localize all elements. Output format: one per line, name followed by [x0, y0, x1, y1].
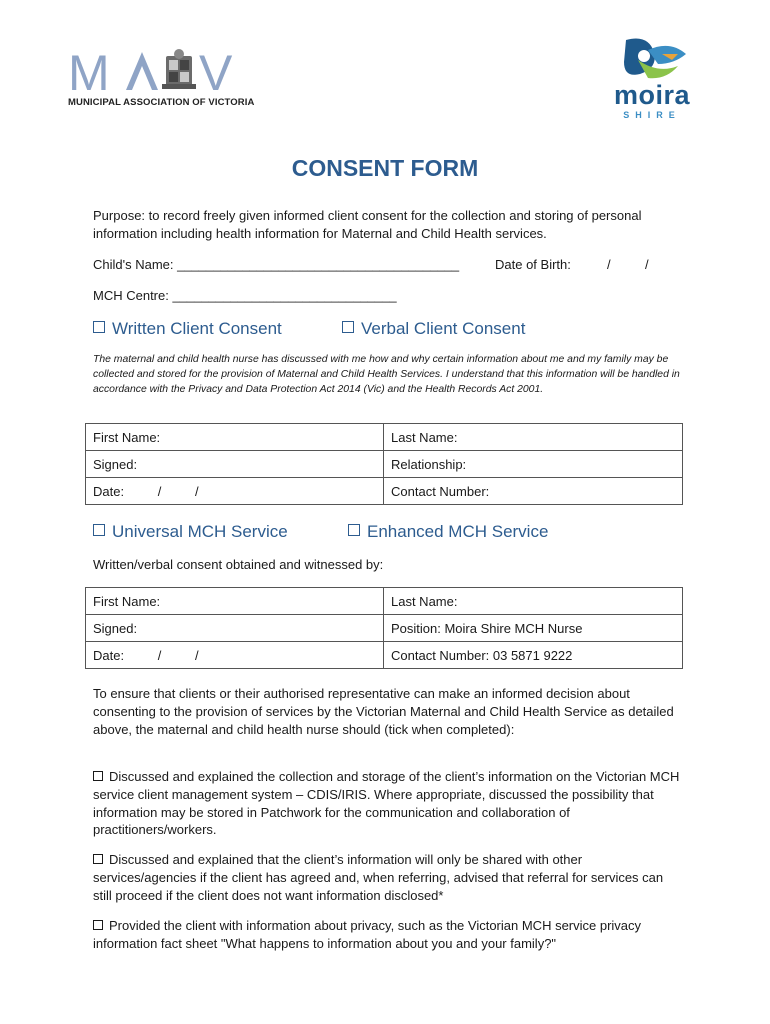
mav-caption: MUNICIPAL ASSOCIATION OF VICTORIA [68, 97, 255, 108]
client-relationship-cell[interactable]: Relationship: [384, 451, 683, 478]
client-date-label: Date: [93, 483, 125, 499]
moira-wordmark: moira [613, 80, 691, 110]
mch-centre-field[interactable]: MCH Centre: _______________________________ [93, 288, 397, 303]
date-slash: / [157, 647, 162, 663]
svg-text:V: V [199, 45, 233, 101]
checkbox-icon[interactable] [93, 854, 103, 864]
client-details-table [85, 423, 683, 505]
checklist-text: Discussed and explained that the client’s information will only be shared with other services/agencies if the client has agreed and, when referring, advised that referral for services can still proceed if the client does not want information disclosed* [93, 852, 664, 903]
verbal-consent-option[interactable] [342, 319, 525, 339]
nurse-last-name-cell[interactable]: Last Name: [384, 588, 683, 615]
checklist-item[interactable] [93, 768, 683, 839]
checkbox-icon[interactable] [93, 771, 103, 781]
dob-label: Date of Birth: [495, 257, 571, 272]
written-consent-label: Written Client Consent [112, 319, 282, 338]
client-first-name-cell[interactable]: First Name: [86, 424, 384, 451]
checkbox-icon[interactable] [342, 321, 354, 333]
checklist-text: Discussed and explained the collection and storage of the client’s information on the Victorian MCH service client management system – CDIS/IRIS. Where appropriate, discussed the possibility that information may be stored in Patchwork for the communication and collaboration of practitioners/workers. [93, 769, 680, 838]
checkbox-icon[interactable] [93, 524, 105, 536]
dob-slash: / [607, 257, 611, 272]
enhanced-service-option[interactable] [348, 522, 548, 542]
checklist-item[interactable] [93, 851, 683, 904]
nurse-date-cell[interactable] [86, 642, 384, 669]
universal-service-label: Universal MCH Service [112, 522, 288, 541]
table-row [86, 642, 683, 669]
nurse-contact-cell: Contact Number: 03 5871 9222 [384, 642, 683, 669]
nurse-first-name-cell[interactable]: First Name: [86, 588, 384, 615]
table-row [86, 451, 683, 478]
dob-slash: / [645, 257, 649, 272]
universal-service-option[interactable] [93, 522, 288, 542]
date-slash: / [157, 483, 162, 499]
page-title: CONSENT FORM [291, 155, 479, 181]
table-row [86, 615, 683, 642]
intro-paragraph: To ensure that clients or their authorised representative can make an informed decision about consenting to the provision of services by the Victorian Maternal and Child Health Service as detailed above, the maternal and child health nurse should (tick when completed): [93, 686, 674, 737]
date-slash: / [194, 647, 199, 663]
date-slash: / [194, 483, 199, 499]
witness-label: Written/verbal consent obtained and witnessed by: [93, 557, 384, 572]
nurse-signed-cell[interactable]: Signed: [86, 615, 384, 642]
checkbox-icon[interactable] [93, 321, 105, 333]
table-row [86, 588, 683, 615]
table-row [86, 424, 683, 451]
purpose-text: Purpose: to record freely given informed client consent for the collection and storing of personal information including health information for Maternal and Child Health services. [93, 208, 642, 241]
moira-shire-caption: SHIRE [623, 110, 681, 120]
written-consent-option[interactable] [93, 319, 282, 339]
checkbox-icon[interactable] [93, 920, 103, 930]
client-signed-cell[interactable]: Signed: [86, 451, 384, 478]
svg-text:M: M [68, 45, 112, 101]
moira-logo-icon [618, 34, 698, 84]
client-contact-cell[interactable]: Contact Number: [384, 478, 683, 505]
nurse-date-label: Date: [93, 647, 125, 663]
consent-statement: The maternal and child health nurse has discussed with me how and why certain information about me and my family may be collected and stored for the provision of Maternal and Child Health Services. I understand that this information will be handled in accordance with the Privacy and Data Protection Act 2014 (Vic) and the Health Records Act 2001. [93, 354, 680, 396]
child-name-field[interactable]: Child's Name: _______________________________________ [93, 257, 460, 272]
client-last-name-cell[interactable]: Last Name: [384, 424, 683, 451]
checklist-item[interactable] [93, 917, 683, 953]
checkbox-icon[interactable] [348, 524, 360, 536]
checklist-text: Provided the client with information about privacy, such as the Victorian MCH service privacy information fact sheet "What happens to information about you and your family?" [93, 918, 642, 951]
coat-of-arms-icon [162, 49, 196, 89]
client-date-cell[interactable] [86, 478, 384, 505]
enhanced-service-label: Enhanced MCH Service [367, 522, 549, 541]
nurse-position-cell: Position: Moira Shire MCH Nurse [384, 615, 683, 642]
table-row [86, 478, 683, 505]
nurse-details-table [85, 587, 683, 669]
verbal-consent-label: Verbal Client Consent [361, 319, 526, 338]
